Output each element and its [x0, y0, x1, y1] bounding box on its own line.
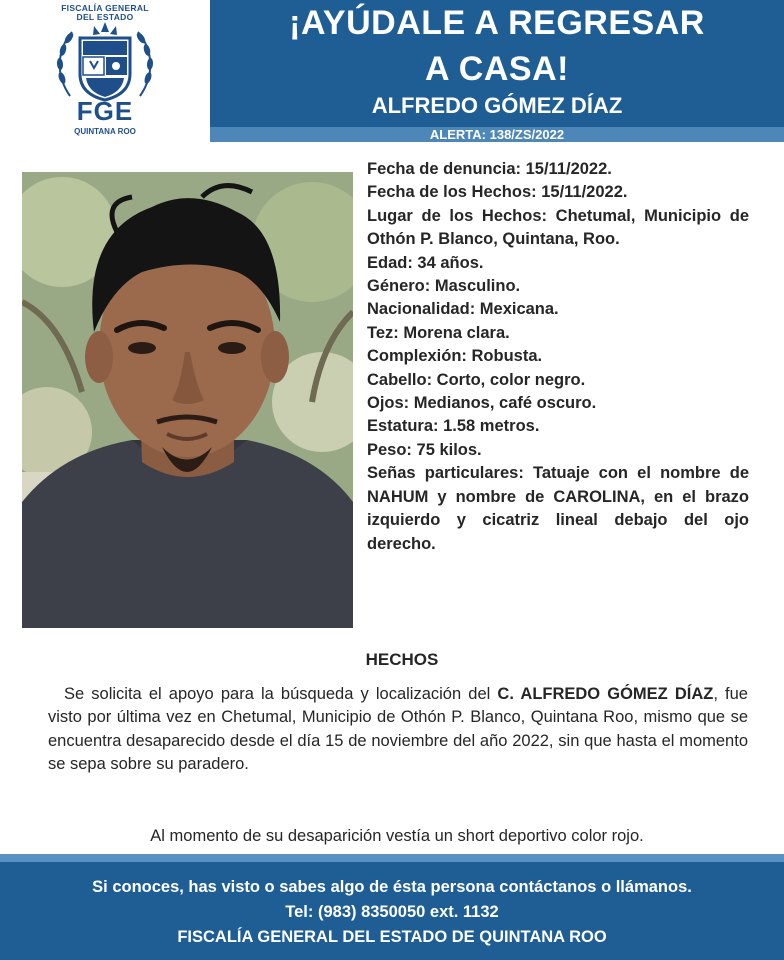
logo-acronym: FGE — [76, 96, 134, 126]
headline-line-2: A CASA! — [425, 50, 569, 88]
event-date: Fecha de los Hechos: 15/11/2022. — [367, 183, 628, 202]
weight: Peso: 75 kilos. — [367, 440, 482, 459]
hair: Cabello: Corto, color negro. — [367, 370, 586, 389]
person-details — [367, 158, 749, 556]
fge-logo — [0, 0, 210, 150]
portrait-image — [22, 172, 353, 628]
eyes: Ojos: Medianos, café oscuro. — [367, 394, 597, 413]
age: Edad: 34 años. — [367, 253, 484, 272]
person-name: ALFREDO GÓMEZ DÍAZ — [371, 93, 623, 118]
logo-bottom-line: QUINTANA ROO — [74, 127, 136, 136]
footer-contact-prompt: Si conoces, has visto o sabes algo de ésta persona contáctanos o llámanos. — [92, 878, 692, 896]
missing-person-photo — [22, 172, 353, 628]
footer-banner — [0, 854, 784, 960]
footer-accent-band — [0, 854, 784, 862]
distinguishing-marks: Señas particulares: Tatuaje con el nombre de NAHUM y nombre de CAROLINA, en el brazo izquierdo y cicatriz lineal debajo del ojo derecho. — [367, 464, 749, 553]
headline-line-1: ¡AYÚDALE A REGRESAR — [289, 4, 705, 42]
hechos-text — [48, 683, 748, 777]
logo-top-line-1: FISCALÍA GENERAL — [61, 3, 149, 13]
alert-code: ALERTA: 138/ZS/2022 — [429, 127, 565, 142]
skin-tone: Tez: Morena clara. — [367, 323, 510, 342]
build: Complexión: Robusta. — [367, 347, 543, 366]
logo-top-line-2: DEL ESTADO — [76, 12, 134, 22]
header-banner — [210, 0, 784, 142]
clothing-description: Al momento de su desaparición vestía un short deportivo color rojo. — [150, 827, 644, 845]
state-seal-icon — [50, 16, 160, 106]
report-date: Fecha de denuncia: 15/11/2022. — [367, 160, 612, 178]
hechos-intro: Se solicita el apoyo para la búsqueda y localización del — [64, 685, 498, 703]
hechos-title: HECHOS — [365, 650, 439, 669]
footer-phone[interactable]: Tel: (983) 8350050 ext. 1132 — [285, 903, 499, 921]
event-place: Lugar de los Hechos: Chetumal, Municipio de Othón P. Blanco, Quintana, Roo. — [367, 206, 749, 249]
gender: Género: Masculino. — [367, 277, 521, 296]
height: Estatura: 1.58 metros. — [367, 417, 540, 436]
hechos-rest: , fue visto por última vez en Chetumal, Municipio de Othón P. Blanco, Quintana Roo, mismo que se encuentra desaparecido desde el día 15 de noviembre del año 2022, sin que hasta el momento se sepa sobre su paradero. — [48, 685, 748, 774]
nationality: Nacionalidad: Mexicana. — [367, 300, 559, 319]
hechos-person-name: C. ALFREDO GÓMEZ DÍAZ — [497, 685, 714, 703]
alert-strip — [210, 127, 784, 142]
footer-agency: FISCALÍA GENERAL DEL ESTADO DE QUINTANA ROO — [177, 928, 607, 946]
